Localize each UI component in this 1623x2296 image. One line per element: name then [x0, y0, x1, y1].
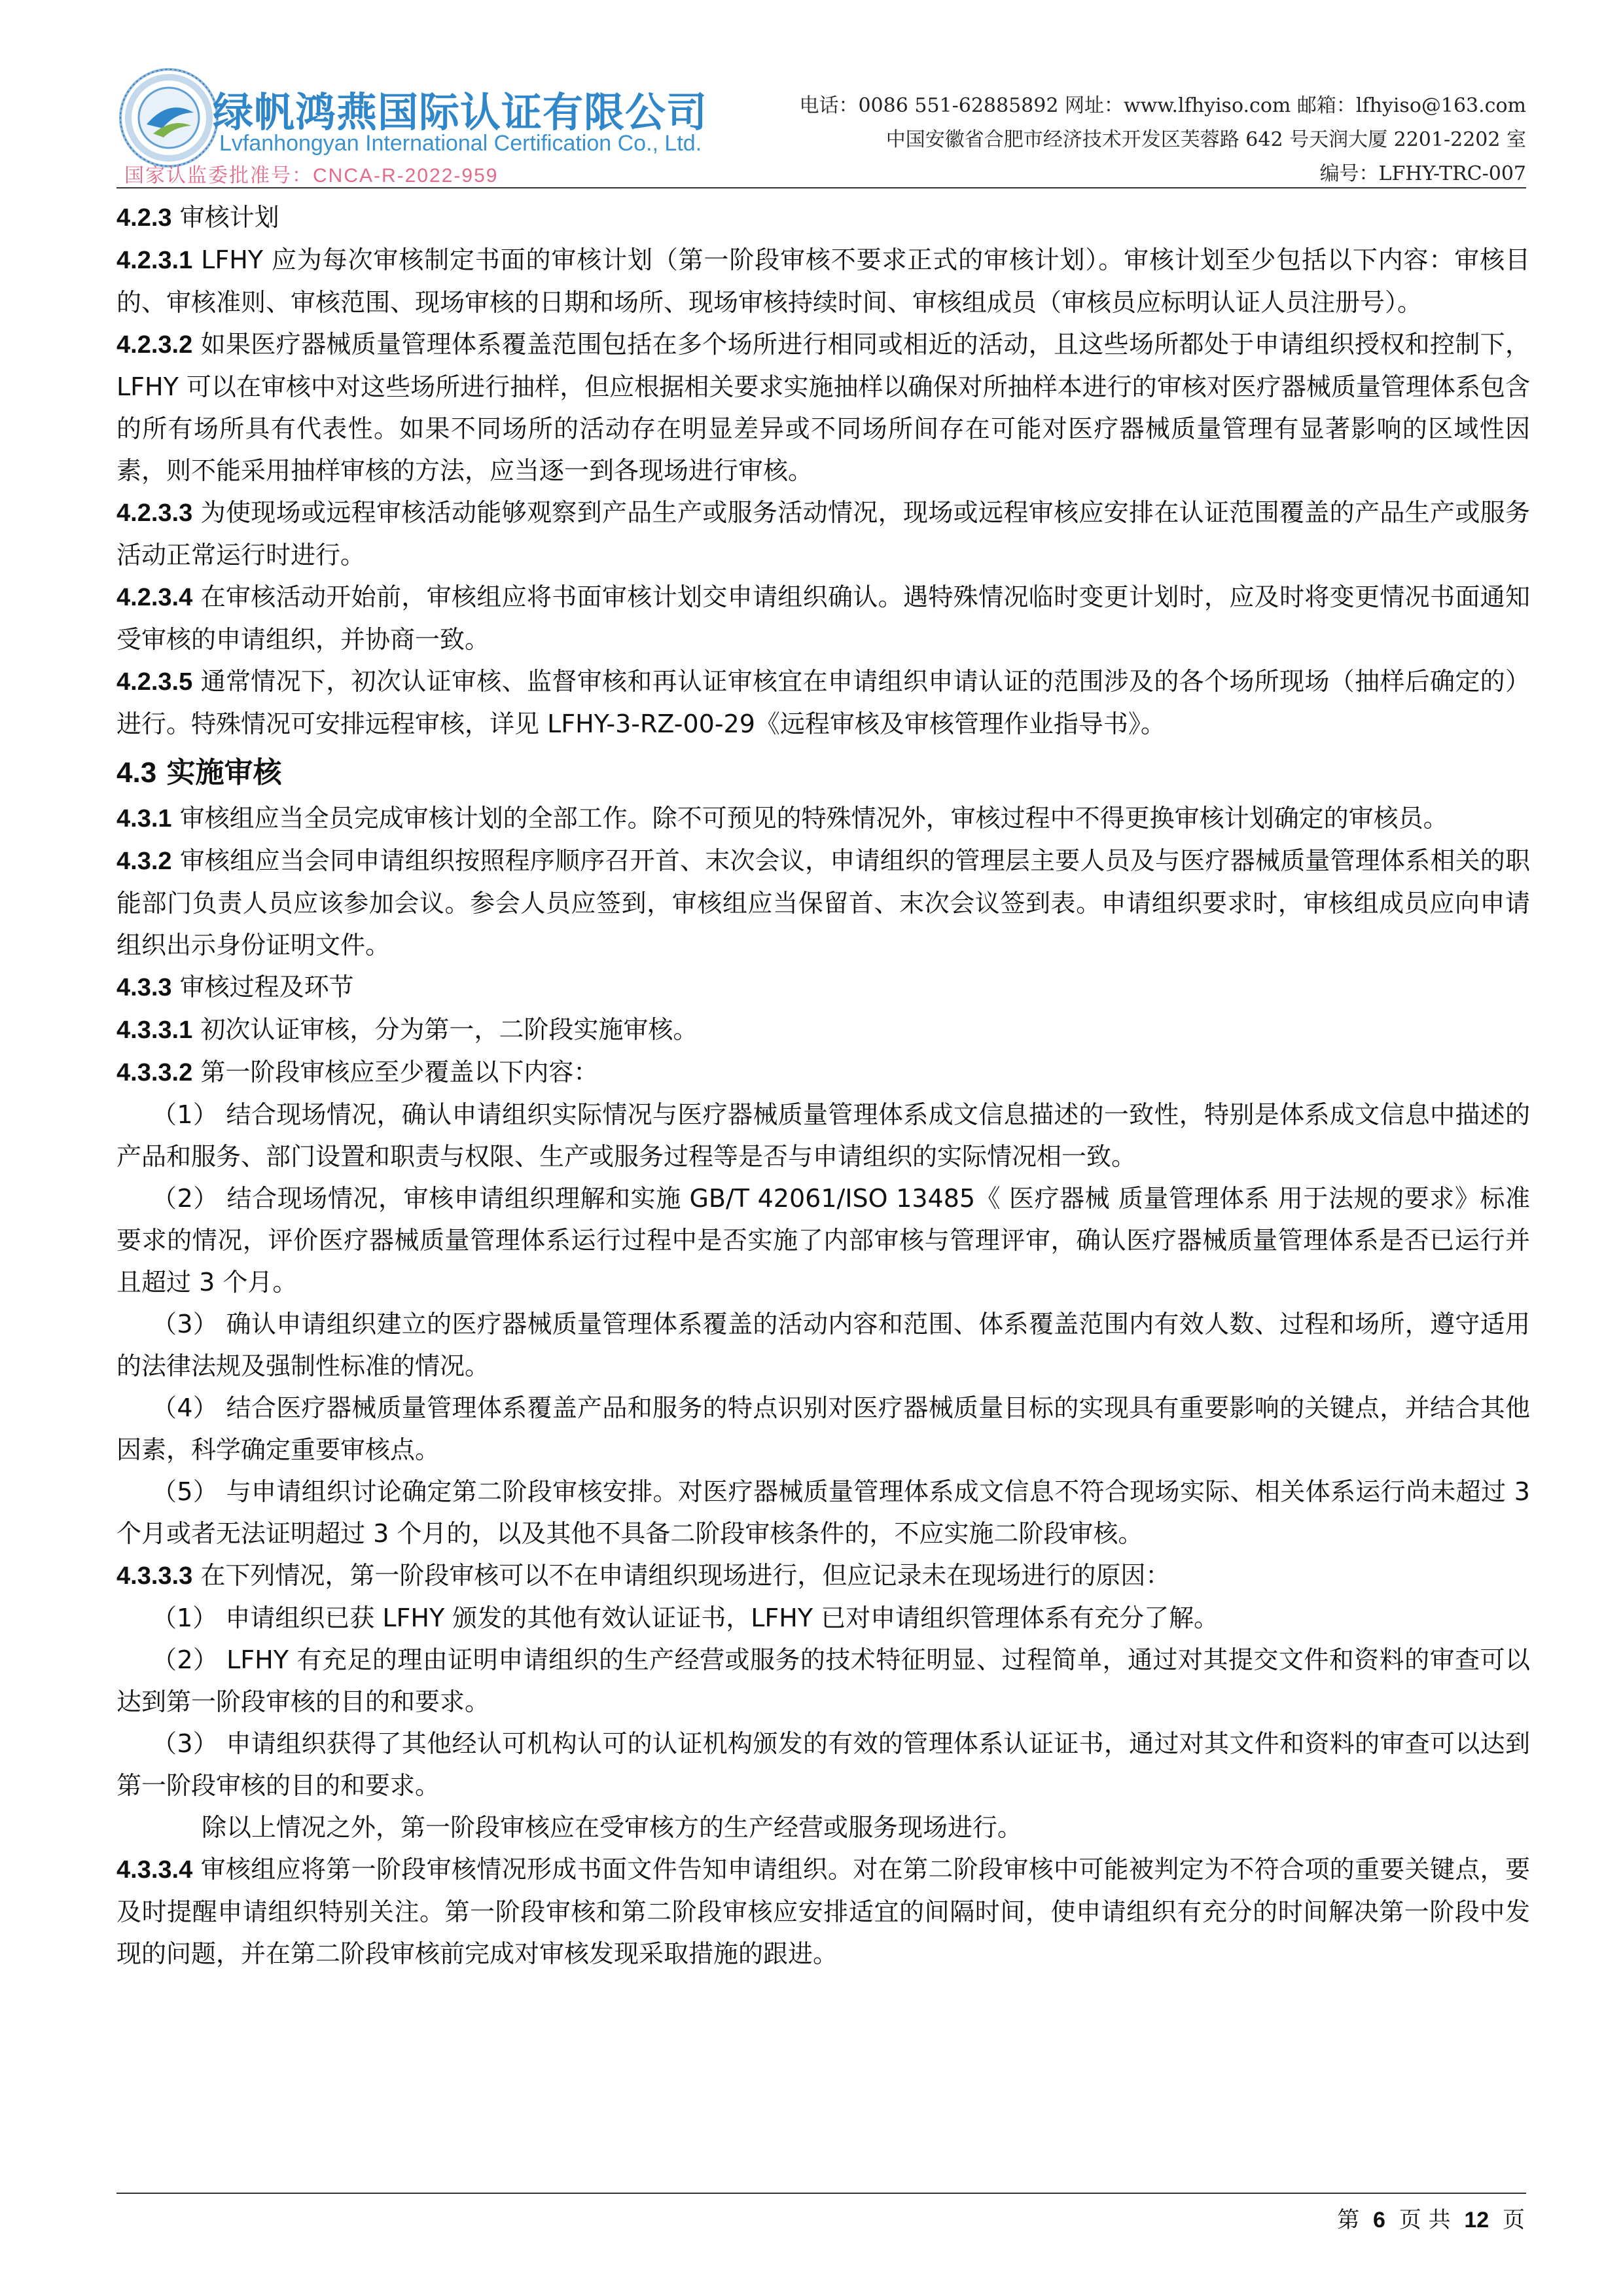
- clause-number: 4.3.3.2: [116, 1059, 193, 1086]
- section-4-2-3-heading: [116, 196, 1530, 239]
- section-number: 4.3: [116, 757, 157, 789]
- page-middle: 页 共: [1399, 2207, 1451, 2233]
- clause-text: 在下列情况，第一阶段审核可以不在申请组织现场进行，但应记录未在现场进行的原因：: [200, 1561, 1171, 1590]
- list-item: （4） 结合医疗器械质量管理体系覆盖产品和服务的特点识别对医疗器械质量目标的实现具有重要影响的关键点，并结合其他因素，科学确定重要审核点。: [116, 1393, 1530, 1464]
- section-title: 审核计划: [179, 203, 279, 232]
- clause-4-2-3-1: [116, 239, 1530, 323]
- section-title: 实施审核: [166, 756, 282, 789]
- clause-text: 在审核活动开始前，审核组应将书面审核计划交申请组织确认。遇特殊情况临时变更计划时，应及时将变更情况书面通知受审核的申请组织，并协商一致。: [116, 583, 1530, 654]
- clause-4-2-3-4: [116, 576, 1530, 660]
- current-page: 6: [1373, 2208, 1385, 2233]
- clause-note: 除以上情况之外，第一阶段审核应在受审核方的生产经营或服务现场进行。: [202, 1813, 1023, 1842]
- section-number: 4.3.3: [116, 974, 172, 1001]
- contact-info: [799, 89, 1526, 191]
- clause-number: 4.2.3.5: [116, 668, 193, 696]
- clause-number: 4.3.2: [116, 848, 172, 875]
- section-number: 4.2.3: [116, 204, 172, 232]
- clause-text: LFHY 应为每次审核制定书面的审核计划（第一阶段审核不要求正式的审核计划）。审核计划至少包括以下内容：审核目的、审核准则、审核范围、现场审核的日期和场所、现场审核持续时间、审核组成员（审核员应标明认证人员注册号）。: [116, 245, 1530, 317]
- section-4-3-3-heading: [116, 966, 1530, 1009]
- company-name-cn: 绿帆鸿燕国际认证有限公司: [213, 88, 708, 136]
- clause-4-3-1: [116, 797, 1530, 840]
- list-item: （2） 结合现场情况，审核申请组织理解和实施 GB/T 42061/ISO 13485《 医疗器械 质量管理体系 用于法规的要求》标准要求的情况，评价医疗器械质量管理体系运行过程中是否实施了内部审核与管理评审，确认医疗器械质量管理体系是否已运行并且超过 3 个月。: [116, 1184, 1530, 1297]
- clause-text: 审核组应将第一阶段审核情况形成书面文件告知申请组织。对在第二阶段审核中可能被判定为不符合项的重要关键点，要及时提醒申请组织特别关注。第一阶段审核和第二阶段审核应安排适宜的间隔时间，使申请组织有充分的时间解决第一阶段中发现的问题，并在第二阶段审核前完成对审核发现采取措施的跟进。: [116, 1855, 1530, 1968]
- clause-text: 初次认证审核，分为第一，二阶段实施审核。: [200, 1015, 698, 1044]
- list-item: （1） 结合现场情况，确认申请组织实际情况与医疗器械质量管理体系成文信息描述的一致性，特别是体系成文信息中描述的产品和服务、部门设置和职责与权限、生产或服务过程等是否与申请组织的实际情况相一致。: [116, 1100, 1530, 1171]
- clause-number: 4.3.1: [116, 805, 172, 833]
- clause-4-3-2: [116, 840, 1530, 966]
- clause-text: 审核组应当会同申请组织按照程序顺序召开首、末次会议，申请组织的管理层主要人员及与医疗器械质量管理体系相关的职能部门负责人员应该参加会议。参会人员应签到，审核组应当保留首、末次会议签到表。申请组织要求时，审核组成员应向申请组织出示身份证明文件。: [116, 846, 1530, 960]
- total-pages: 12: [1464, 2208, 1489, 2233]
- clause-number: 4.2.3.4: [116, 584, 193, 611]
- company-name-en: Lvfanhongyan International Certification Co., Ltd.: [219, 131, 702, 156]
- list-item: （3） 申请组织获得了其他经认可机构认可的认证机构颁发的有效的管理体系认证证书，通过对其文件和资料的审查可以达到第一阶段审核的目的和要求。: [116, 1729, 1530, 1800]
- document-number: 编号：LFHY-TRC-007: [1319, 162, 1526, 185]
- clause-4-3-3-2: [116, 1051, 1530, 1094]
- clause-number: 4.2.3.1: [116, 247, 193, 274]
- clause-number: 4.2.3.3: [116, 499, 193, 527]
- clause-4-3-3-4: [116, 1848, 1530, 1975]
- list-item: （3） 确认申请组织建立的医疗器械质量管理体系覆盖的活动内容和范围、体系覆盖范围内有效人数、过程和场所，遵守适用的法律法规及强制性标准的情况。: [116, 1310, 1530, 1380]
- clause-4-2-3-3: [116, 492, 1530, 576]
- clause-4-2-3-5: [116, 660, 1530, 745]
- header-divider: [116, 187, 1526, 188]
- clause-number: 4.2.3.2: [116, 331, 193, 359]
- clause-number: 4.3.3.1: [116, 1016, 193, 1044]
- section-4-3-heading: [116, 751, 1530, 795]
- list-item: （5） 与申请组织讨论确定第二阶段审核安排。对医疗器械质量管理体系成文信息不符合现场实际、相关体系运行尚未超过 3 个月或者无法证明超过 3 个月的，以及其他不具备二阶段审核条件的，不应实施二阶段审核。: [116, 1477, 1530, 1548]
- contact-line-phone-web-email: 电话：0086 551-62885892 网址：www.lfhyiso.com 邮箱：lfhyiso@163.com: [799, 94, 1526, 117]
- contact-line-address: 中国安徽省合肥市经济技术开发区芙蓉路 642 号天润大厦 2201-2202 室: [885, 128, 1526, 151]
- clause-4-2-3-2: [116, 323, 1530, 492]
- list-item: （2） LFHY 有充足的理由证明申请组织的生产经营或服务的技术特征明显、过程简单，通过对其提交文件和资料的审查可以达到第一阶段审核的目的和要求。: [116, 1645, 1530, 1716]
- clause-text: 通常情况下，初次认证审核、监督审核和再认证审核宜在申请组织申请认证的范围涉及的各个场所现场（抽样后确定的）进行。特殊情况可安排远程审核，详见 LFHY-3-RZ-00-29《远程审核及审核管理作业指导书》。: [116, 667, 1530, 738]
- section-title: 审核过程及环节: [179, 973, 354, 1001]
- clause-number: 4.3.3.3: [116, 1562, 193, 1590]
- page-number: [1337, 2202, 1525, 2234]
- clause-text: 审核组应当全员完成审核计划的全部工作。除不可预见的特殊情况外，审核过程中不得更换审核计划确定的审核员。: [179, 804, 1448, 833]
- page-header: [0, 0, 1623, 187]
- clause-text: 第一阶段审核应至少覆盖以下内容：: [200, 1058, 599, 1086]
- clause-4-3-3-1: [116, 1009, 1530, 1051]
- footer-divider: [116, 2193, 1526, 2194]
- page-suffix: 页: [1503, 2207, 1525, 2233]
- document-body: [116, 196, 1530, 1975]
- approval-number: 国家认监委批准号：CNCA-R-2022-959: [124, 165, 499, 187]
- page-prefix: 第: [1337, 2207, 1360, 2233]
- list-item: （1） 申请组织已获 LFHY 颁发的其他有效认证证书，LFHY 已对申请组织管理体系有充分了解。: [152, 1604, 1219, 1632]
- clause-text: 为使现场或远程审核活动能够观察到产品生产或服务活动情况，现场或远程审核应安排在认证范围覆盖的产品生产或服务活动正常运行时进行。: [116, 498, 1530, 569]
- clause-4-3-3-3: [116, 1554, 1530, 1597]
- clause-text: 如果医疗器械质量管理体系覆盖范围包括在多个场所进行相同或相近的活动，且这些场所都处于申请组织授权和控制下，LFHY 可以在审核中对这些场所进行抽样，但应根据相关要求实施抽样以确保对所抽样本进行的审核对医疗器械质量管理体系包含的所有场所具有代表性。如果不同场所的活动存在明显差异或不同场所间存在可能对医疗器械质量管理有显著影响的区域性因素，则不能采用抽样审核的方法，应当逐一到各现场进行审核。: [116, 330, 1530, 485]
- clause-number: 4.3.3.4: [116, 1856, 193, 1884]
- company-logo-icon: [116, 65, 221, 170]
